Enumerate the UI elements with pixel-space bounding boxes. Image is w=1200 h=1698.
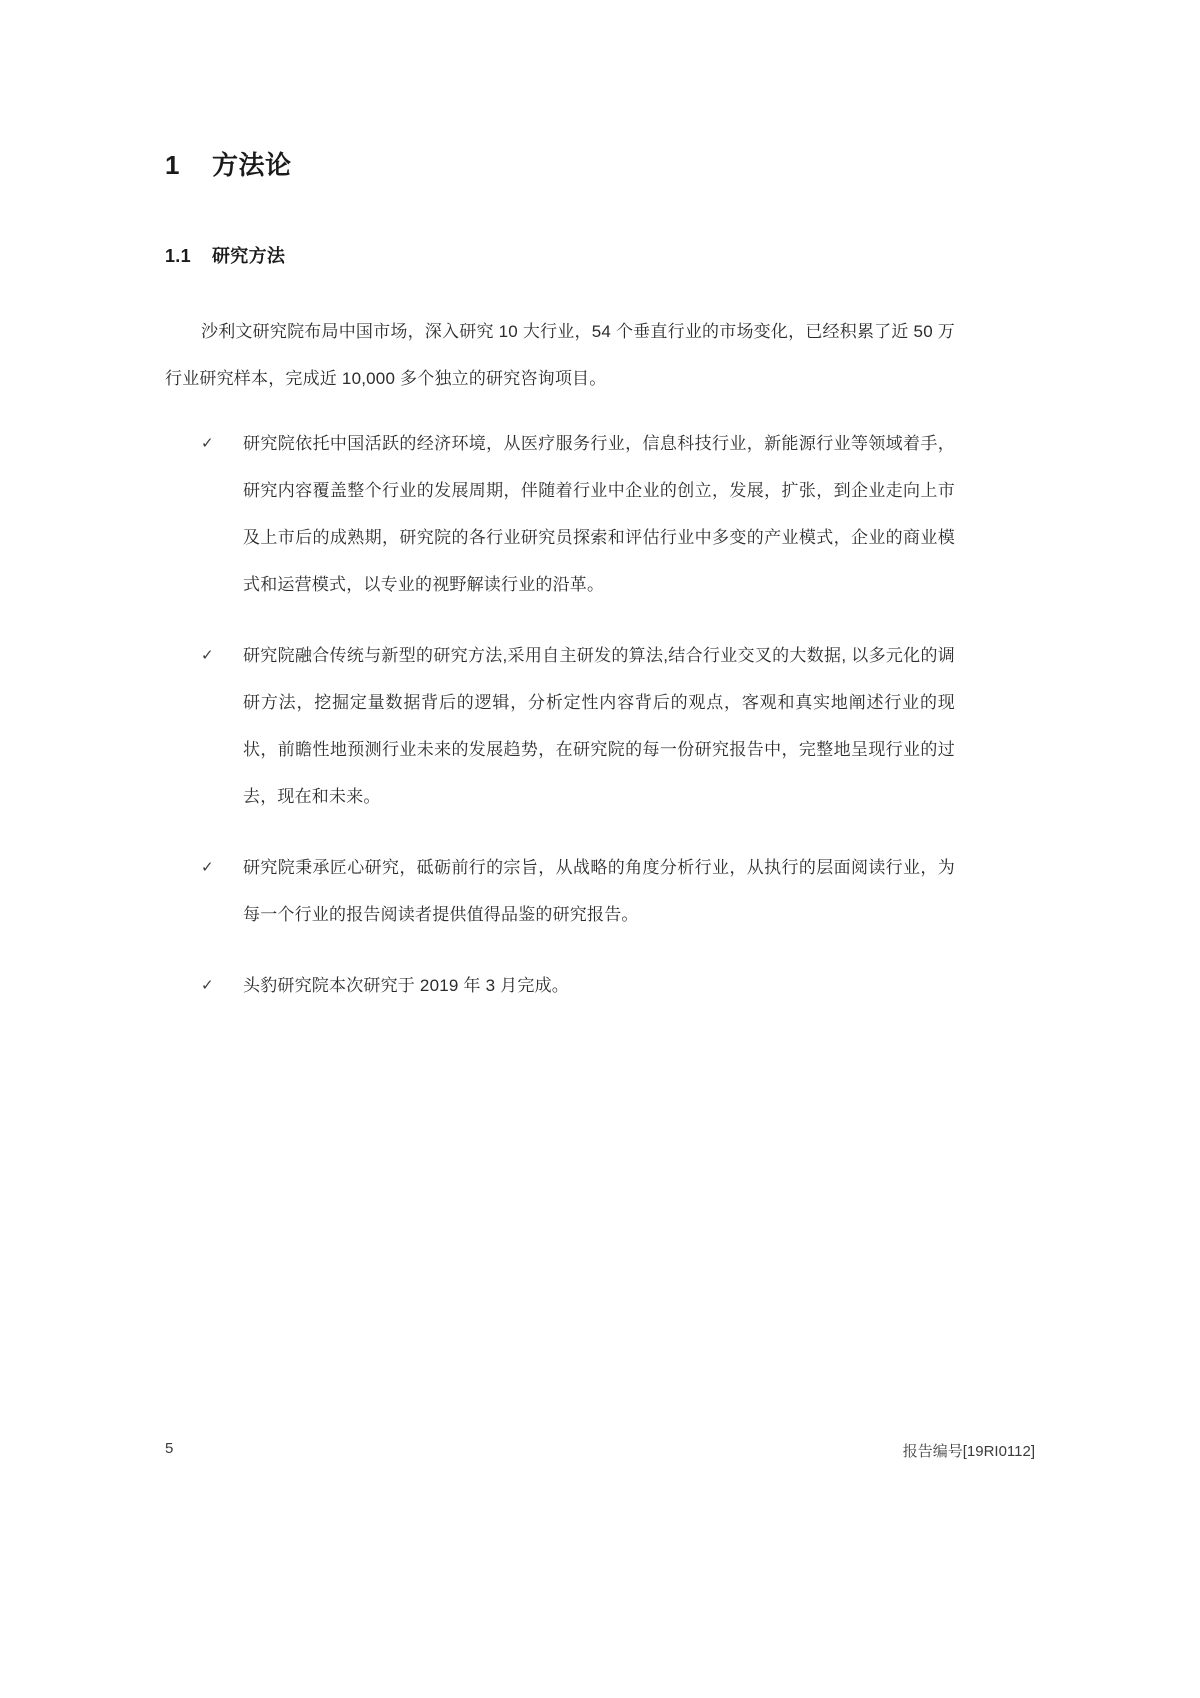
subsection-title: 研究方法 [212, 246, 286, 266]
list-item [165, 420, 955, 608]
page-number: 5 [165, 1440, 174, 1457]
list-item [165, 844, 955, 938]
check-icon: ✓ [201, 435, 214, 452]
list-item-text: 研究院秉承匠心研究，砥砺前行的宗旨，从战略的角度分析行业，从执行的层面阅读行业，为每一个行业的报告阅读者提供值得品鉴的研究报告。 [243, 858, 955, 924]
page-content [165, 0, 955, 1009]
bullet-list [165, 420, 955, 1009]
list-item [165, 632, 955, 820]
intro-paragraph: 沙利文研究院布局中国市场，深入研究 10 大行业，54 个垂直行业的市场变化，已经积累了近 50 万行业研究样本，完成近 10,000 多个独立的研究咨询项目。 [165, 322, 955, 388]
list-item-text: 研究院依托中国活跃的经济环境，从医疗服务行业，信息科技行业，新能源行业等领域着手，研究内容覆盖整个行业的发展周期，伴随着行业中企业的创立，发展，扩张，到企业走向上市及上市后的成熟期，研究院的各行业研究员探索和评估行业中多变的产业模式，企业的商业模式和运营模式，以专业的视野解读行业的沿革。 [243, 434, 955, 594]
check-icon: ✓ [201, 859, 214, 876]
page-footer [165, 1440, 1035, 1464]
list-item-text: 研究院融合传统与新型的研究方法,采用自主研发的算法,结合行业交叉的大数据, 以多元化的调研方法，挖掘定量数据背后的逻辑，分析定性内容背后的观点，客观和真实地阐述行业的现状，前瞻性地预测行业未来的发展趋势，在研究院的每一份研究报告中，完整地呈现行业的过去，现在和未来。 [243, 646, 955, 806]
check-icon: ✓ [201, 977, 214, 994]
section-title: 方法论 [212, 150, 292, 180]
list-item-text: 头豹研究院本次研究于 2019 年 3 月完成。 [243, 976, 569, 995]
report-id: 报告编号[19RI0112] [902, 1443, 1035, 1460]
section-heading-1 [165, 0, 955, 182]
section-number: 1 [165, 150, 180, 180]
section-heading-1-1 [165, 182, 955, 268]
subsection-number: 1.1 [165, 246, 191, 266]
check-icon: ✓ [201, 647, 214, 664]
list-item [165, 962, 955, 1009]
